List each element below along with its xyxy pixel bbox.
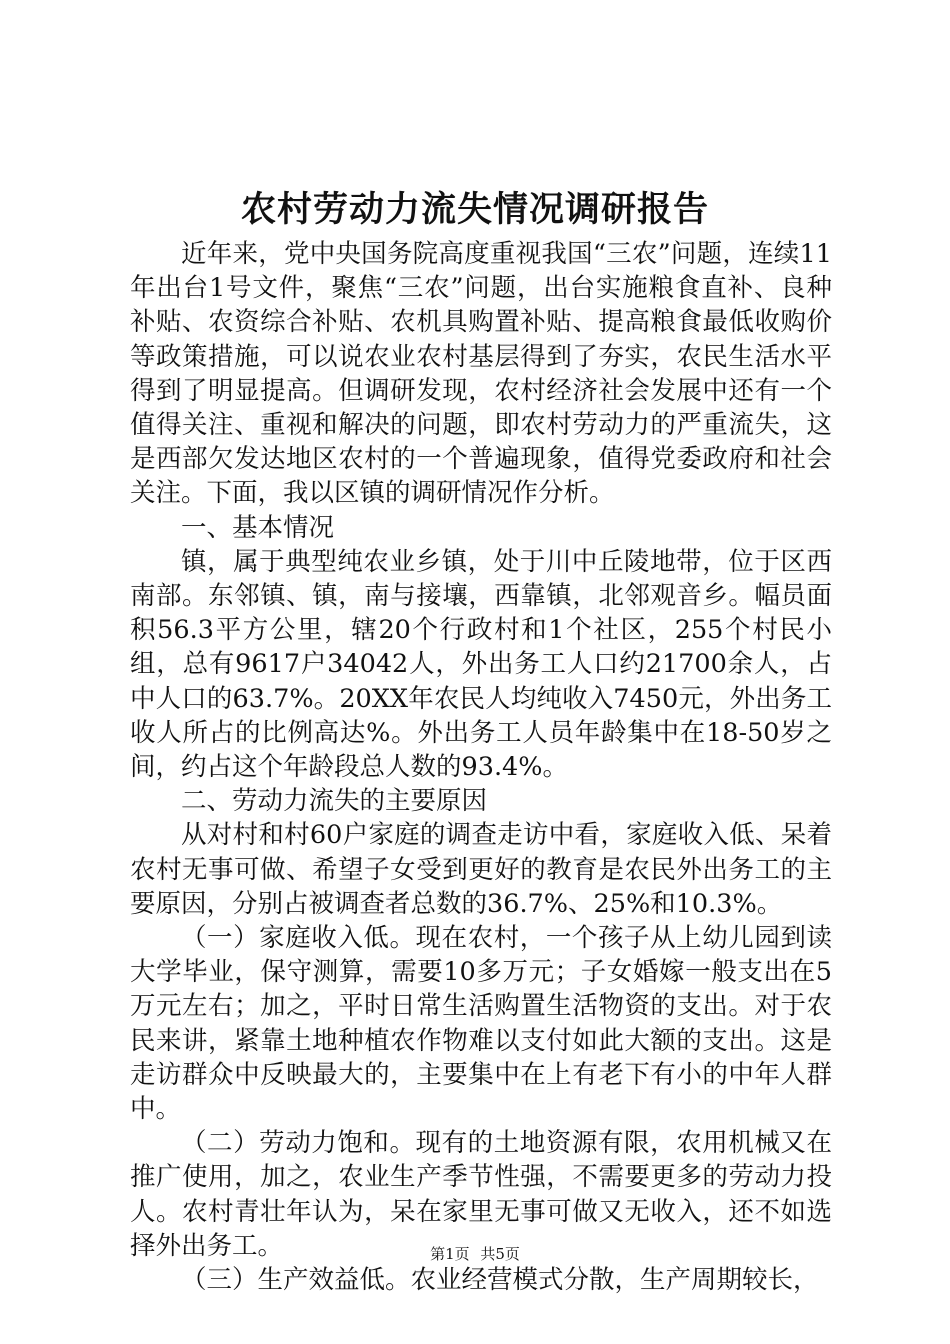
document-body: [130, 237, 832, 1297]
page-total: 共5页: [480, 1245, 520, 1263]
paragraph-causes: 从对村和村60户家庭的调查走访中看，家庭收入低、呆着农村无事可做、希望子女受到更好的教育是农民外出务工的主要原因，分别占被调查者总数的36.7%、25%和10.3%。: [130, 820, 832, 919]
section-heading-causes: 二、劳动力流失的主要原因: [181, 786, 488, 817]
paragraph-cause-1: （一）家庭收入低。现在农村，一个孩子从上幼儿园到读大学毕业，保守测算，需要10多万元；子女婚嫁一般支出在5万元左右；加之，平时日常生活购置生活物资的支出。对于农民来讲，紧靠土地种植农作物难以支付如此大额的支出。这是走访群众中反映最大的，主要集中在上有老下有小的中年人群中。: [130, 923, 832, 1125]
page-footer: [0, 1244, 950, 1264]
paragraph-cause-2: （二）劳动力饱和。现有的土地资源有限，农用机械又在推广使用，加之，农业生产季节性强，不需要更多的劳动力投人。农村青壮年认为，呆在家里无事可做又无收入，还不如选择外出务工。: [130, 1128, 832, 1261]
section-heading-basic: 一、基本情况: [181, 512, 335, 543]
paragraph-cause-3: （三）生产效益低。农业经营模式分散，生产周期较长，: [181, 1265, 819, 1296]
page-number: 第1页: [430, 1245, 470, 1263]
paragraph-basic: 镇，属于典型纯农业乡镇，处于川中丘陵地带，位于区西南部。东邻镇、镇，南与接壤，西靠镇，北邻观音乡。幅员面积56.3平方公里，辖20个行政村和1个社区，255个村民小组，总有9617户34042人，外出务工人口约21700余人，占中人口的63.7%。20XX年农民人均纯收入7450元，外出务工收人所占的比例高达%。外出务工人员年龄集中在18-50岁之间，约占这个年龄段总人数的93.4%。: [130, 546, 832, 783]
paragraph-intro: 近年来，党中央国务院高度重视我国“三农”问题，连续11年出台1号文件，聚焦“三农”问题，出台实施粮食直补、良种补贴、农资综合补贴、农机具购置补贴、提高粮食最低收购价等政策措施，可以说农业农村基层得到了夯实，农民生活水平得到了明显提高。但调研发现，农村经济社会发展中还有一个值得关注、重视和解决的问题，即农村劳动力的严重流失，这是西部欠发达地区农村的一个普遍现象，值得党委政府和社会关注。下面，我以区镇的调研情况作分析。: [130, 239, 832, 509]
document-title: 农村劳动力流失情况调研报告: [240, 189, 709, 230]
